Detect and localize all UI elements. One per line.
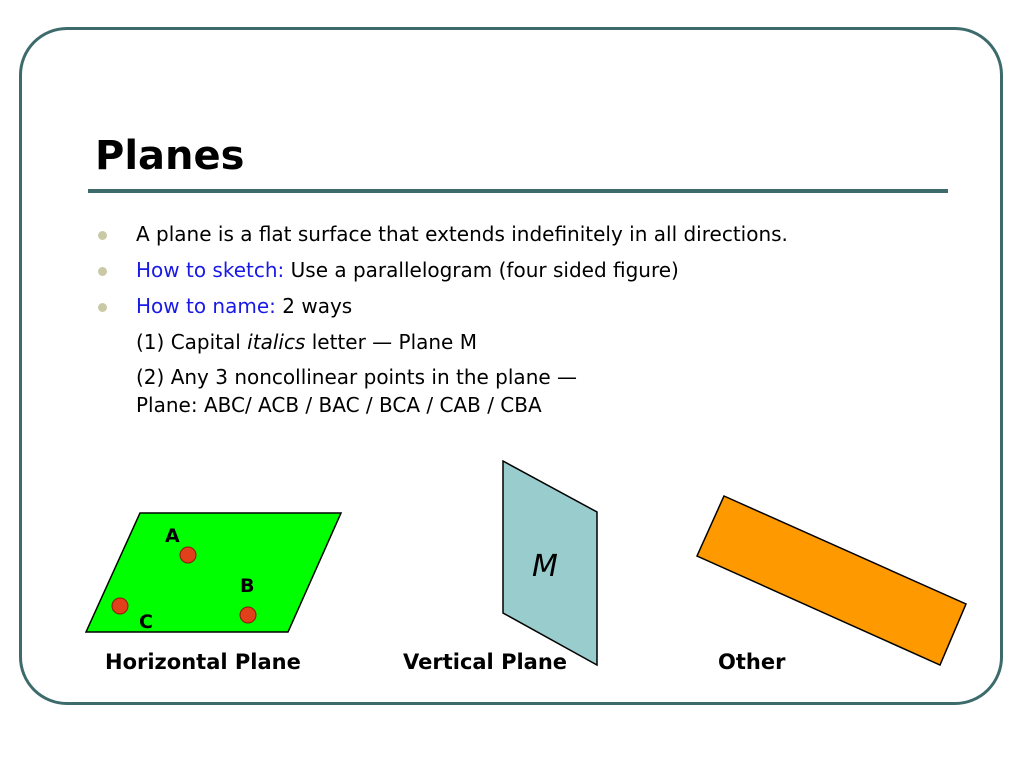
point-c-label: C xyxy=(139,611,153,633)
capital-post: letter — Plane M xyxy=(305,330,477,354)
points-line-1: (2) Any 3 noncollinear points in the plane — xyxy=(136,365,578,389)
vertical-plane-caption: Vertical Plane xyxy=(403,650,568,674)
slide-title: Planes xyxy=(95,133,245,179)
vertical-plane-label: M xyxy=(532,549,558,584)
point-c xyxy=(112,598,128,614)
points-line-2: Plane: ABC/ ACB / BAC / BCA / CAB / CBA xyxy=(136,393,542,417)
capital-pre: (1) Capital xyxy=(136,330,248,354)
other-plane-shape xyxy=(697,496,966,665)
other-plane-caption: Other xyxy=(718,650,786,674)
horizontal-plane-caption: Horizontal Plane xyxy=(105,650,301,674)
sketch-label: How to sketch: xyxy=(136,258,285,282)
sketch-text: Use a parallelogram (four sided figure) xyxy=(284,258,679,282)
point-a-label: A xyxy=(165,525,180,547)
point-b xyxy=(240,607,256,623)
name-text: 2 ways xyxy=(275,294,353,318)
bullet-definition-text: A plane is a flat surface that extends indefinitely in all directions. xyxy=(136,222,788,246)
point-a xyxy=(180,547,196,563)
name-label: How to name: xyxy=(136,294,276,318)
capital-italic: italics xyxy=(247,330,306,354)
point-b-label: B xyxy=(240,575,255,597)
horizontal-plane-shape xyxy=(86,513,341,632)
